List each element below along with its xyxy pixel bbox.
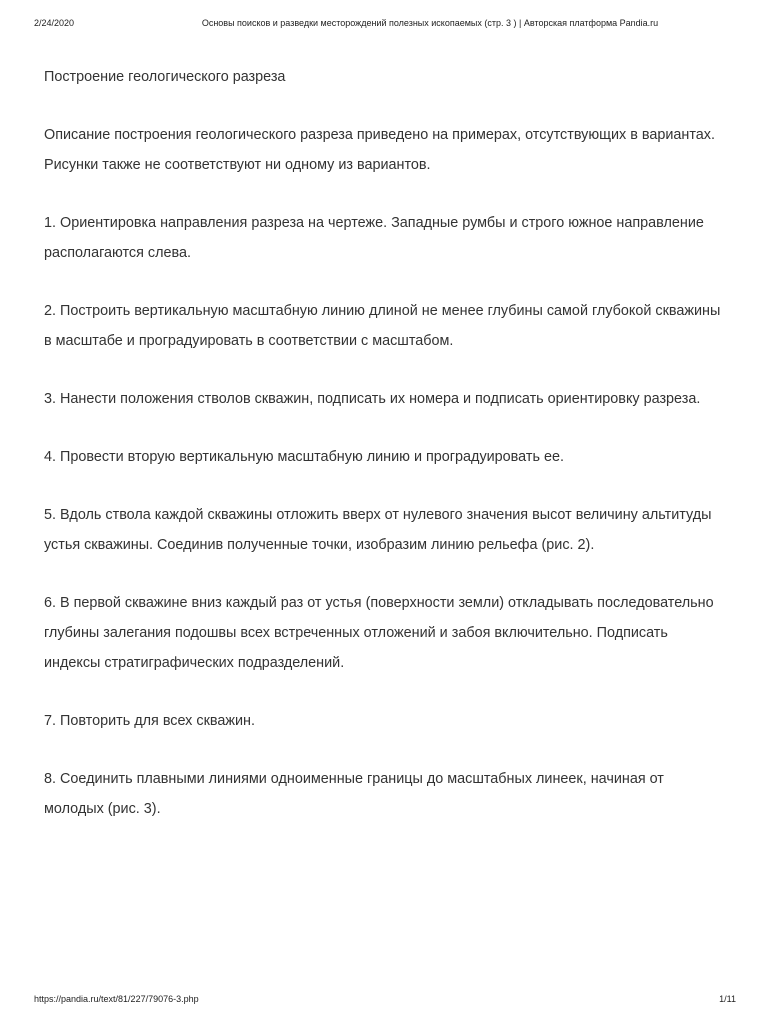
document-body — [44, 62, 724, 852]
print-header — [0, 18, 768, 32]
step-6: 6. В первой скважине вниз каждый раз от устья (поверхности земли) откладывать последовательно глубины залегания подошвы всех встреченных отложений и забоя включительно. Подписать индексы стратиграфических подразделений. — [44, 595, 714, 671]
step-7: 7. Повторить для всех скважин. — [44, 713, 255, 729]
step-3: 3. Нанести положения стволов скважин, подписать их номера и подписать ориентировку разреза. — [44, 391, 701, 407]
print-page-title: Основы поисков и разведки месторождений полезных ископаемых (стр. 3 ) | Авторская платформа Pandia.ru — [201, 18, 659, 28]
page-url[interactable]: https://pandia.ru/text/81/227/79076-3.php — [34, 994, 199, 1004]
print-date: 2/24/2020 — [34, 18, 75, 28]
step-4: 4. Провести вторую вертикальную масштабную линию и проградуировать ее. — [44, 449, 564, 465]
print-footer — [0, 994, 768, 1008]
step-1: 1. Ориентировка направления разреза на чертеже. Западные румбы и строго южное направление располагаются слева. — [44, 215, 704, 261]
step-8: 8. Соединить плавными линиями одноименные границы до масштабных линеек, начиная от молодых (рис. 3). — [44, 771, 664, 817]
page-number: 1/11 — [719, 994, 736, 1004]
section-heading: Построение геологического разреза — [44, 69, 286, 85]
step-2: 2. Построить вертикальную масштабную линию длиной не менее глубины самой глубокой скважины в масштабе и проградуировать в соответствии с масштабом. — [44, 303, 721, 349]
step-5: 5. Вдоль ствола каждой скважины отложить вверх от нулевого значения высот величину альтитуды устья скважины. Соединив полученные точки, изобразим линию рельефа (рис. 2). — [44, 507, 712, 553]
intro-paragraph: Описание построения геологического разреза приведено на примерах, отсутствующих в вариантах. Рисунки также не соответствуют ни одному из вариантов. — [44, 127, 715, 173]
